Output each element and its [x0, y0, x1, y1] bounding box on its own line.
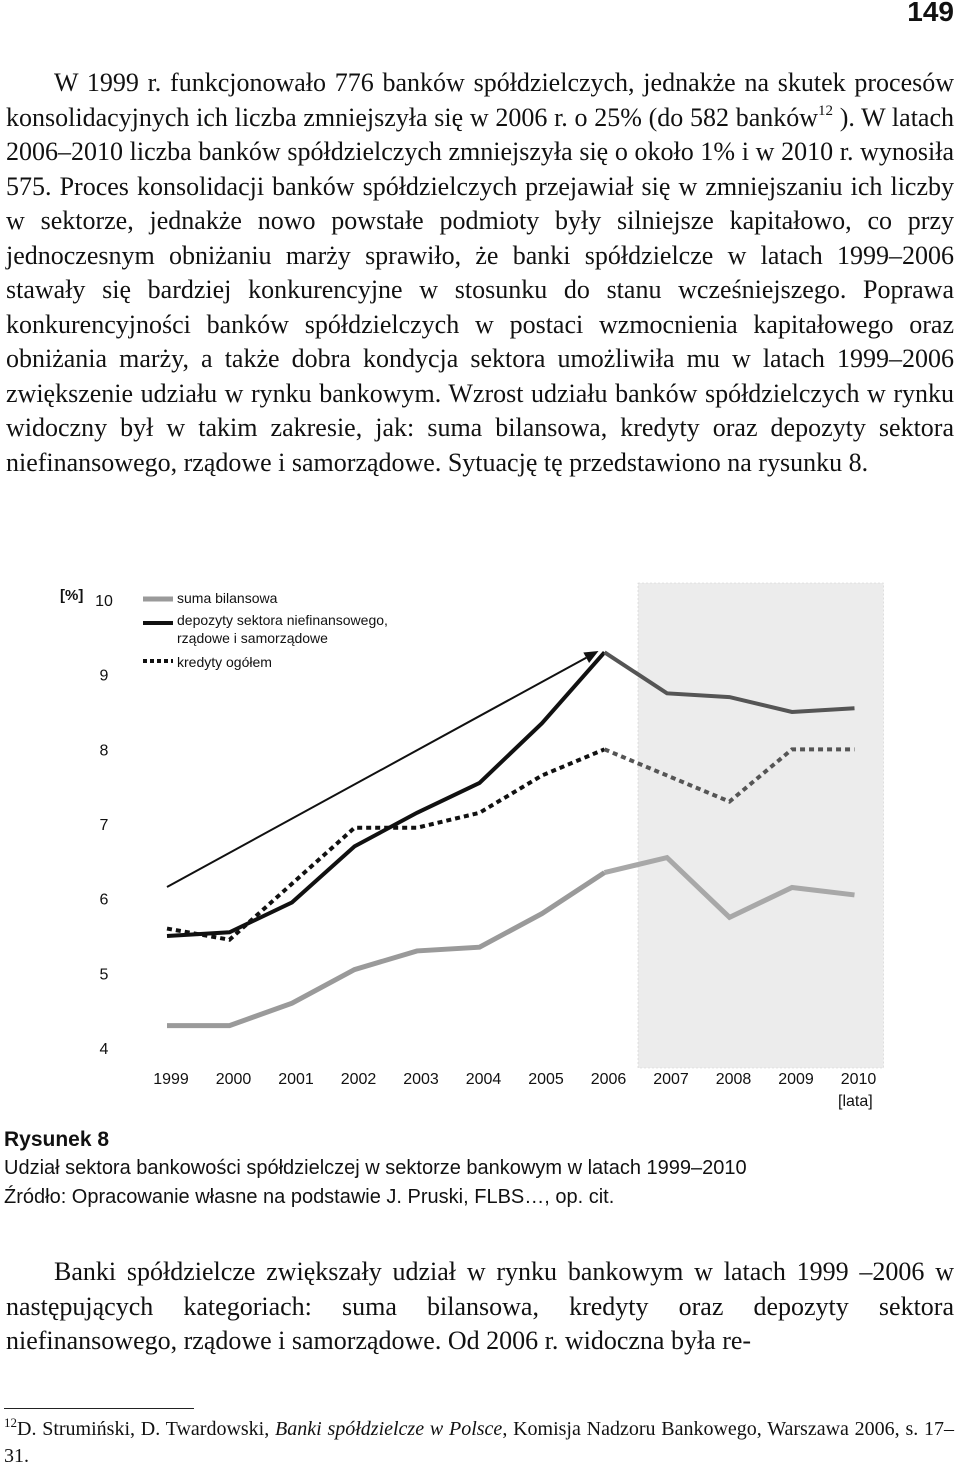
x-tick-label: 2004 [465, 1071, 502, 1088]
x-tick-label: 2010 [840, 1071, 877, 1088]
footnote-book-title: Banki spółdzielcze w Polsce [275, 1418, 503, 1440]
y-tick-label: 9 [99, 667, 109, 685]
x-tick-label: 2007 [653, 1071, 689, 1088]
y-tick-label: 6 [99, 891, 109, 909]
body-paragraph-2 [6, 1255, 954, 1359]
trend-arrow [167, 651, 599, 887]
legend-label-depozyty-line1: depozyty sektora niefinansowego, [177, 612, 388, 628]
footnote-authors: D. Strumiński, D. Twardowski, [17, 1418, 276, 1440]
paragraph-1-text-b: ). W latach 2006–2010 liczba banków spółdzielczych zmniejszyła się o około 1% i w 2010 r. wynosiła 575. Proces konsolidacji banków spółdzielczych przejawiał się w zmniejszaniu ich liczby w sektorze, jednakże nowo powstałe podmioty były silniejsze kapitałowo, co przy jednoczesnym obniżaniu marży sprawiło, że banki spółdzielcze w latach 1999–2006 stawały się bardziej konkurencyjne w stosunku do stanu wcześniejszego. Poprawa konkurencyjności banków spółdzielczych w postaci wzmocnienia kapitałowego oraz obniżania marży, a także dobra kondycja sektora umożliwiła mu w latach 1999–2006 zwiększenie udziału w rynku bankowym. Wzrost udziału banków spółdzielczych w rynku widoczny był w takim zakresie, jak: suma bilansowa, kredyty oraz depozyty sektora niefinansowego, rządowe i samorządowe. Sytuację tę przedstawiono na rysunku 8. [6, 102, 954, 477]
y-tick-label: 7 [99, 817, 109, 834]
figure-label: Rysunek 8 [4, 1128, 110, 1151]
x-tick-label: 2006 [590, 1071, 627, 1088]
y-tick-label: 8 [99, 742, 109, 760]
x-tick-label: 2002 [340, 1071, 377, 1088]
y-tick-label: 10 [95, 593, 113, 610]
footnote-reference[interactable]: 12 [818, 102, 834, 119]
x-tick-label: 2008 [715, 1071, 752, 1088]
y-tick-label: 4 [99, 1041, 109, 1058]
y-axis-ticks [95, 593, 113, 1058]
x-tick-label: 2001 [278, 1071, 314, 1088]
footnote-rest: , Komisja Nadzoru Bankowego, Warszawa 2006, s. 17–31. [4, 1418, 955, 1467]
legend-label-depozyty-line2: rządowe i samorządowe [177, 630, 328, 646]
y-axis-label: [%] [60, 587, 84, 604]
body-paragraph-1 [6, 66, 954, 480]
x-tick-label: 2009 [778, 1071, 814, 1088]
series-line-2 [167, 749, 605, 939]
figure-title: Udział sektora bankowości spółdzielczej w sektorze bankowym w latach 1999–2010 [4, 1157, 747, 1179]
footnote [4, 1416, 954, 1470]
legend [143, 590, 388, 670]
footnote-number: 12 [4, 1415, 17, 1430]
x-tick-label: 2005 [528, 1071, 564, 1088]
legend-label-suma-bilansowa: suma bilansowa [177, 590, 278, 606]
x-tick-label: 1999 [153, 1071, 189, 1088]
shaded-period [638, 583, 884, 1068]
footnote-separator [4, 1408, 194, 1409]
legend-label-kredyty: kredyty ogółem [177, 654, 272, 670]
paragraph-1-text-a: W 1999 r. funkcjonowało 776 banków spółdzielczych, jednakże na skutek procesów konsolidacyjnych ich liczba zmniejszyła się w 2006 r. o 25% (do 582 banków [6, 68, 954, 132]
series-line-1 [167, 652, 605, 936]
figure-source: Źródło: Opracowanie własne na podstawie J. Pruski, FLBS…, op. cit. [4, 1186, 615, 1208]
y-tick-label: 5 [99, 966, 109, 984]
series-line-0 [167, 873, 605, 1026]
x-tick-label: 2000 [215, 1071, 252, 1088]
x-axis-ticks [153, 1071, 876, 1088]
paragraph-2-text: Banki spółdzielcze zwiększały udział w rynku bankowym w latach 1999 –2006 w następujących kategoriach: suma bilansowa, kredyty oraz depozyty sektora niefinansowego, rządowe i samorządowe. Od 2006 r. widoczna była re- [6, 1257, 954, 1355]
line-chart [0, 575, 960, 1115]
x-axis-label: [lata] [838, 1093, 873, 1110]
x-tick-label: 2003 [403, 1071, 439, 1088]
page-number: 149 [907, 0, 954, 27]
